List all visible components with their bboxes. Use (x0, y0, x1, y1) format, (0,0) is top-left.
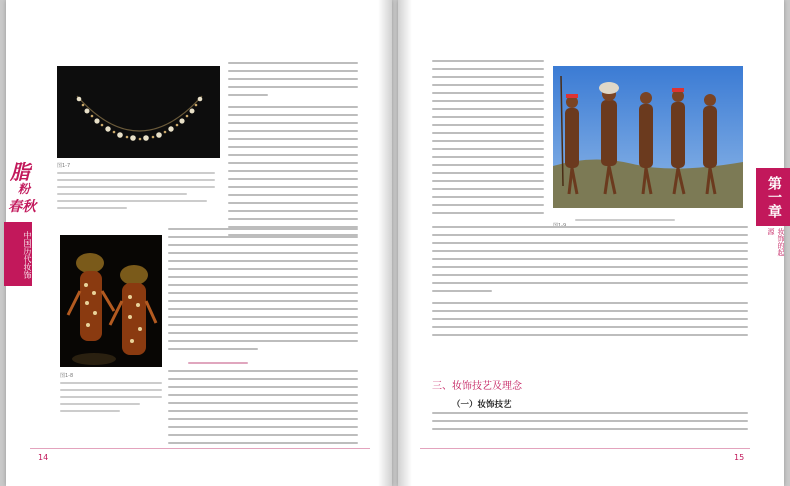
dancers-photo (60, 235, 162, 367)
right-folio-rule (420, 448, 750, 449)
left-folio-rule (30, 448, 370, 449)
subheading: （一）妆饰技艺 (452, 400, 512, 410)
body-text-left-lower (168, 362, 358, 450)
chapter-tab-label: 第一章 (756, 168, 790, 226)
banner-calligraphy-bottom: 春秋 (8, 199, 36, 215)
body-text-left-middle (168, 228, 358, 356)
running-banner (0, 150, 40, 290)
figure-bottom-caption-label: 图1-8 (60, 373, 74, 379)
figure-top-caption-label: 图1-7 (57, 163, 71, 169)
gutter-shadow-right (398, 0, 412, 486)
tribesmen-photo (553, 66, 743, 208)
body-text-right-lower (432, 412, 748, 436)
chapter-tab (750, 168, 790, 258)
gutter-shadow-left (378, 0, 392, 486)
section-heading: 三、妆饰技艺及理念 (432, 381, 522, 392)
figure-bottom-caption (60, 372, 162, 417)
body-text-right-upper (432, 60, 544, 220)
body-text-left-upper (228, 62, 358, 242)
tribesmen-illustration (553, 66, 743, 208)
chapter-subtitle: 妆饰的起源 (767, 228, 785, 256)
right-page-number: 15 (734, 453, 745, 462)
banner-calligraphy-top: 脂 (10, 160, 30, 184)
left-page-number: 14 (38, 453, 49, 462)
banner-series-title: 中国历代妆饰 (4, 222, 32, 286)
banner-calligraphy-mid: 粉 (18, 182, 31, 196)
figure-top-caption (57, 162, 217, 214)
necklace-illustration (57, 66, 220, 158)
body-text-right-middle (432, 226, 748, 342)
dancers-illustration (60, 235, 162, 367)
necklace-photo (57, 66, 220, 158)
